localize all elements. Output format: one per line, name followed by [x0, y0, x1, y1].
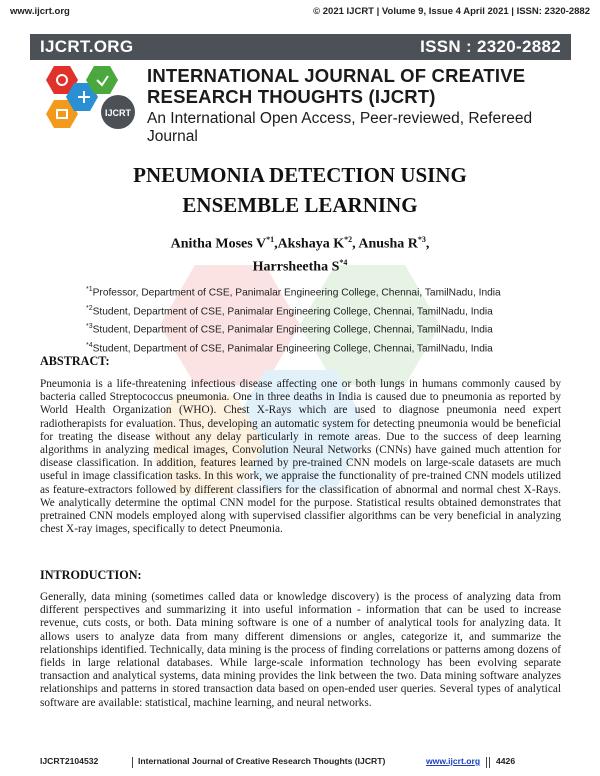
footer-divider	[132, 757, 133, 768]
banner-issn: ISSN : 2320-2882	[420, 37, 561, 56]
abstract-text: Pneumonia is a life-threatening infectious disease affecting one or both lungs in humans commonly caused by bacteria called Streptococcus pneumonia. One in three deaths in India is caused due to pneumonia as reported by World Health Organization (WHO). Chest X-Rays which are used to diagnose pneumonia need expert radiotherapists for evaluation. Thus, developing an automatic system for detecting pneumonia would be beneficial for treating the disease without any delay particularly in remote areas. Due to the success of deep learning algorithms in analyzing medical images, Convolution Neural Networks (CNNs) have gained much attention for disease classification. In addition, features learned by pre-trained CNN models on large-scale datasets are much useful in image classification tasks. In this work, we appraise the functionality of pre-trained CNN models utilized as feature-extractors followed by different classifiers for the classification of abnormal and normal chest X-Rays. We analytically determine the optimal CNN model for the purpose. Statistical results obtained demonstrates that pretrained CNN models employed along with supervised classifier algorithms can be very beneficial in analyzing chest X-ray images, specifically to detect Pneumonia.	[40, 378, 561, 536]
author-name: Anitha Moses V	[170, 236, 267, 252]
abstract-heading: ABSTRACT:	[40, 354, 110, 368]
author-mark: *3	[417, 235, 426, 244]
affiliation-item: $^{*1}$Professor, Department of CSE, Panimalar Engineering College, Chennai, TamilNadu, India	[86, 286, 501, 299]
introduction-text: Generally, data mining (sometimes called data or knowledge discovery) is the process of analyzing data from different perspectives and summarizing it into useful information - information that can be used to increase revenue, cuts costs, or both. Data mining software is one of a number of analytical tools for analyzing data. It allows users to analyze data from many different dimensions or angles, categorize it, and summarize the relationships identified. Technically, data mining is the process of finding correlations or patterns among dozens of fields in large relational databases. While large-scale information technology has been evolving separate transaction and analytical systems, data mining provides the link between the two. Data mining software analyzes relationships and patterns in stored transaction data based on open-ended user queries. Several types of analytical software are available: statistical, machine learning, and neural networks.	[40, 591, 561, 709]
journal-subtitle: An International Open Access, Peer-reviewed, Refereed Journal	[147, 110, 533, 145]
header-website[interactable]: www.ijcrt.org	[10, 6, 70, 17]
page-footer	[40, 756, 560, 770]
footer-page-number: 4426	[496, 756, 516, 766]
introduction-heading: INTRODUCTION:	[40, 568, 142, 582]
paper-title	[40, 160, 560, 220]
footer-divider	[489, 757, 490, 768]
footer-url-link[interactable]: www.ijcrt.org	[426, 756, 481, 766]
journal-banner	[30, 34, 571, 60]
footer-paper-id: IJCRT2104532	[40, 756, 99, 766]
journal-title-line1: INTERNATIONAL JOURNAL OF CREATIVE	[147, 65, 526, 86]
footer-journal-name: International Journal of Creative Research Thoughts (IJCRT)	[138, 756, 386, 766]
author-name: Akshaya K	[277, 236, 345, 252]
affiliation-item: $^{*2}$Student, Department of CSE, Panimalar Engineering College, Chennai, TamilNadu, India	[86, 304, 493, 318]
journal-title	[147, 65, 577, 107]
footer-divider	[486, 757, 487, 768]
affiliation-list	[86, 282, 526, 357]
journal-title-line2: RESEARCH THOUGHTS (IJCRT)	[147, 86, 436, 107]
affiliation-item: $^{*4}$Student, Department of CSE, Panimalar Engineering College, Chennai, TamilNadu, India	[86, 342, 493, 355]
author-name: Anusha R	[358, 236, 418, 252]
author-mark: *2	[344, 235, 353, 244]
author-list: Anitha Moses $V^{*1},Akshaya$ $K^{*2}$, Anusha $R^{*3}$, Harrsheetha $S^{*4}$	[170, 235, 430, 275]
author-mark: *4	[339, 257, 348, 267]
author-name: Harrsheetha S	[252, 259, 340, 275]
header-issue-info: © 2021 IJCRT | Volume 9, Issue 4 April 2021 | ISSN: 2320-2882	[313, 6, 590, 17]
paper-title-line2: ENSEMBLE LEARNING	[182, 193, 418, 217]
logo-text: IJCRT	[104, 108, 132, 118]
author-mark: *1	[266, 235, 275, 244]
ijcrt-logo-icon	[40, 64, 138, 132]
paper-title-line1: PNEUMONIA DETECTION USING	[133, 163, 467, 187]
affiliation-item: $^{*3}$Student, Department of CSE, Panimalar Engineering College, Chennai, TamilNadu, India	[86, 323, 493, 336]
banner-site: IJCRT.ORG	[40, 37, 134, 56]
running-header	[10, 6, 590, 20]
